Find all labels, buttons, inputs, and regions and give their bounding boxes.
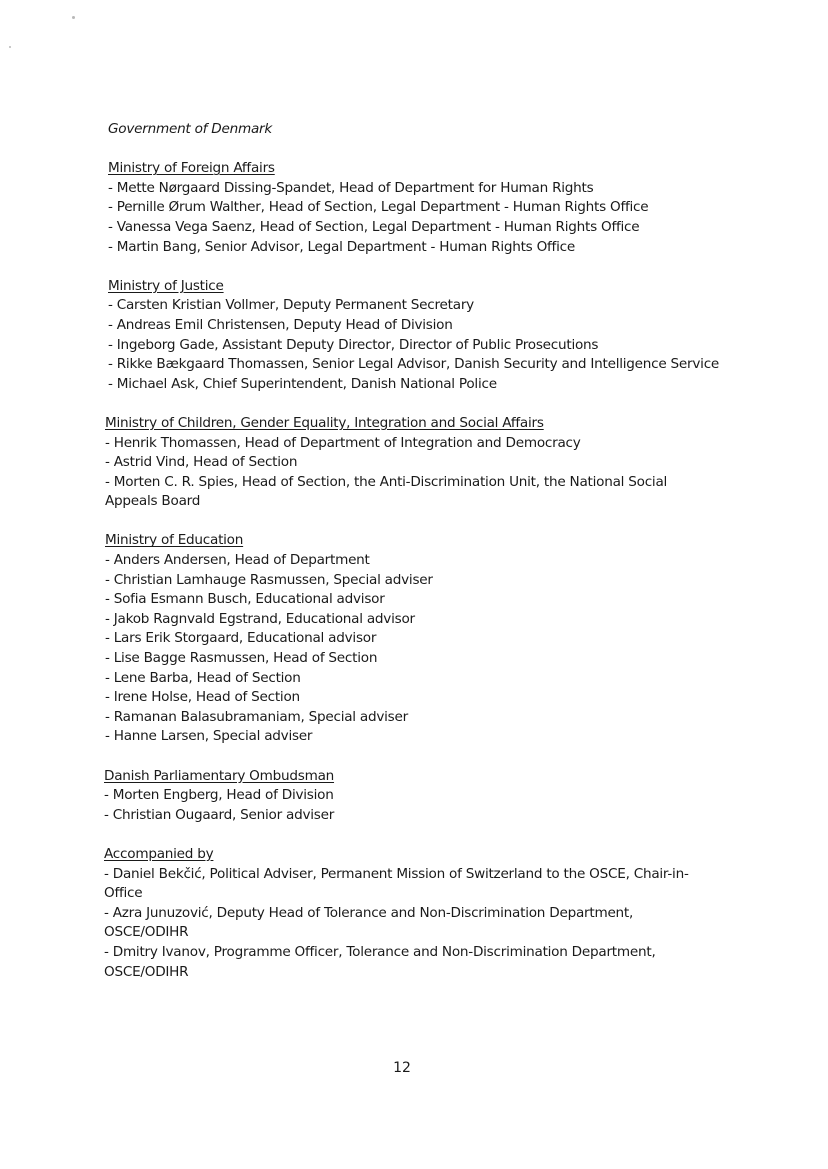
list-item: - Daniel Bekčić, Political Adviser, Permanent Mission of Switzerland to the OSCE, Chair-in-Office: [104, 865, 689, 902]
section-ombudsman: [104, 767, 744, 826]
list-item: - Astrid Vind, Head of Section: [105, 454, 298, 471]
list-item: - Ingeborg Gade, Assistant Deputy Director, Director of Public Prosecutions: [108, 336, 599, 353]
list-item: - Morten Engberg, Head of Division: [104, 787, 334, 804]
list-item: - Azra Junuzović, Deputy Head of Tolerance and Non-Discrimination Department, OSCE/ODIHR: [104, 904, 634, 941]
list-item: - Lise Bagge Rasmussen, Head of Section: [105, 650, 378, 667]
section-title: Ministry of Education: [105, 532, 244, 549]
list-item: - Ramanan Balasubramaniam, Special adviser: [105, 708, 408, 725]
section-foreign-affairs: [104, 159, 744, 257]
section-accompanied-by: [104, 845, 744, 982]
list-item: - Morten C. R. Spies, Head of Section, the Anti-Discrimination Unit, the National Social Appeals Board: [105, 473, 668, 510]
scan-speck: [9, 46, 11, 48]
list-item: - Anders Andersen, Head of Department: [105, 552, 370, 569]
list-item: - Henrik Thomassen, Head of Department of Integration and Democracy: [105, 434, 581, 451]
list-item: - Lene Barba, Head of Section: [105, 669, 301, 686]
section-children-gender-equality: [104, 414, 744, 512]
section-title: Ministry of Foreign Affairs: [108, 160, 275, 177]
list-item: - Irene Holse, Head of Section: [105, 689, 300, 706]
section-justice: [104, 277, 744, 395]
section-title: Accompanied by: [104, 845, 214, 862]
list-item: - Carsten Kristian Vollmer, Deputy Permanent Secretary: [108, 297, 474, 314]
list-item: - Mette Nørgaard Dissing-Spandet, Head of Department for Human Rights: [108, 179, 594, 196]
list-item: - Rikke Bækgaard Thomassen, Senior Legal Advisor, Danish Security and Intelligence Service: [108, 356, 720, 373]
list-item: - Andreas Emil Christensen, Deputy Head of Division: [108, 316, 453, 333]
list-item: - Christian Ougaard, Senior adviser: [104, 806, 335, 823]
list-item: - Dmitry Ivanov, Programme Officer, Tolerance and Non-Discrimination Department, OSCE/ODIHR: [104, 943, 656, 980]
list-item: - Pernille Ørum Walther, Head of Section, Legal Department - Human Rights Office: [108, 199, 649, 216]
section-title: Danish Parliamentary Ombudsman: [104, 767, 335, 784]
scan-speck: [72, 16, 75, 19]
government-heading: Government of Denmark: [108, 121, 272, 137]
section-title: Ministry of Children, Gender Equality, Integration and Social Affairs: [105, 414, 544, 431]
list-item: - Hanne Larsen, Special adviser: [105, 728, 313, 745]
list-item: - Martin Bang, Senior Advisor, Legal Department - Human Rights Office: [108, 238, 575, 255]
section-title: Ministry of Justice: [108, 277, 224, 294]
section-education: [104, 531, 744, 747]
list-item: - Sofia Esmann Busch, Educational advisor: [105, 591, 385, 608]
list-item: - Lars Erik Storgaard, Educational advisor: [105, 630, 377, 647]
list-item: - Jakob Ragnvald Egstrand, Educational advisor: [105, 610, 415, 627]
document-body: [104, 120, 744, 1002]
list-item: - Vanessa Vega Saenz, Head of Section, Legal Department - Human Rights Office: [108, 218, 640, 235]
page-number: 12: [393, 1060, 411, 1076]
list-item: - Michael Ask, Chief Superintendent, Danish National Police: [108, 375, 497, 392]
list-item: - Christian Lamhauge Rasmussen, Special adviser: [105, 571, 433, 588]
